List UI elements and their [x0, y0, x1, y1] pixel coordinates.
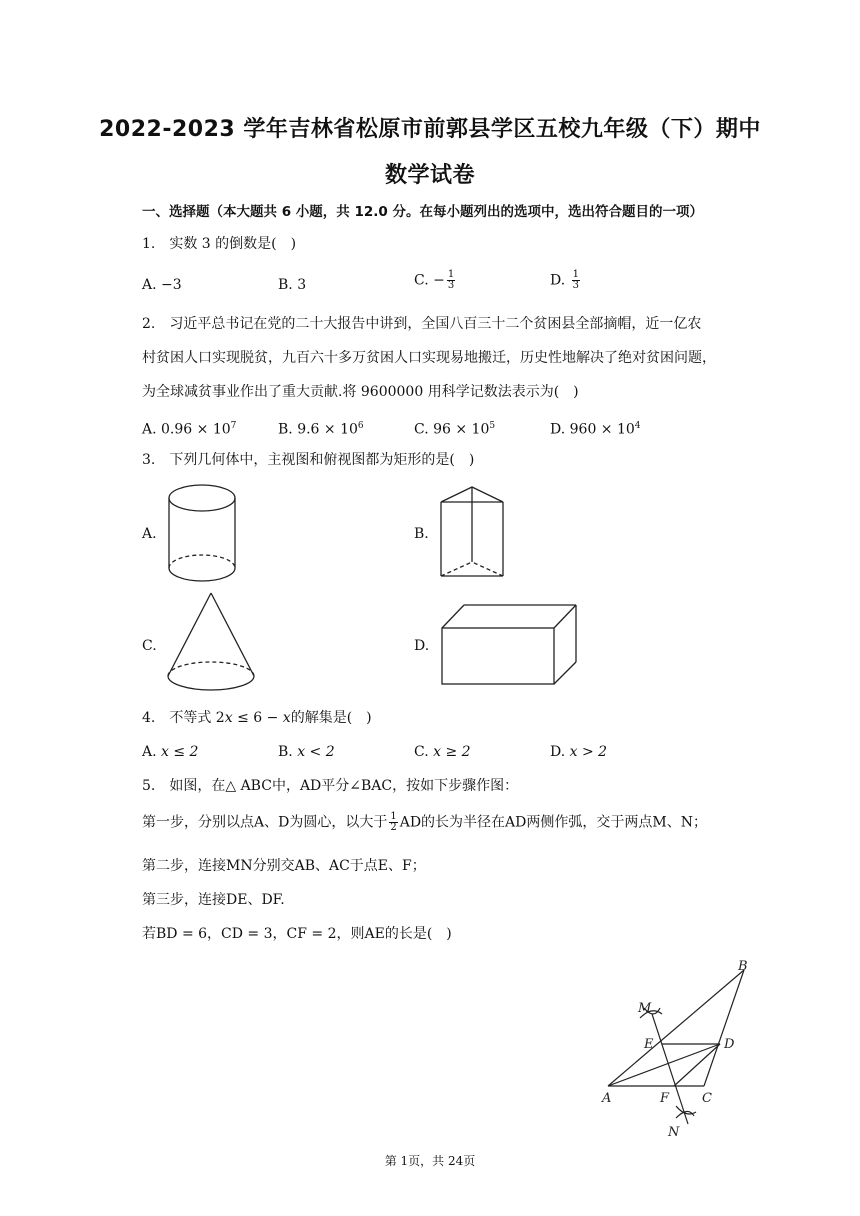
q2-option-d-exponent: 4 — [634, 421, 641, 431]
point-label-n: N — [668, 1125, 680, 1140]
q3-option-c-label: C. — [142, 638, 157, 654]
q2-option-d-base: D. 960 × 10 — [550, 421, 635, 438]
q3-stem: 3. 下列几何体中，主视图和俯视图都为矩形的是( ) — [142, 452, 475, 468]
frac-denominator: 3 — [572, 280, 580, 291]
q2-option-b — [278, 416, 364, 440]
q4-option-a-expr: x ≤ 2 — [161, 744, 199, 760]
point-label-a: A — [602, 1091, 612, 1106]
q2-line2: 村贫困人口实现脱贫，九百六十多万贫困人口实现易地搬迁，历史性地解决了绝对贫困问题， — [142, 350, 716, 366]
q2-option-a-base: A. 0.96 × 10 — [142, 421, 231, 438]
q4-option-a-label: A. — [142, 744, 162, 760]
q5-step1-fraction — [389, 812, 397, 833]
point-label-m: M — [638, 1001, 652, 1016]
q1-option-b: B. 3 — [278, 277, 307, 293]
triangle-construction-figure — [596, 956, 766, 1140]
point-label-c: C — [702, 1091, 712, 1106]
q2-option-b-exponent: 6 — [357, 421, 364, 431]
q2-line3: 为全球减贫事业作出了重大贡献.将 9600000 用科学记数法表示为( ) — [142, 384, 579, 400]
rectangular-box-figure — [436, 600, 582, 690]
q1-option-c — [414, 270, 457, 291]
q2-option-a-exponent: 7 — [230, 421, 237, 431]
q1-option-a: A. −3 — [142, 277, 182, 293]
q2-option-a — [142, 416, 236, 440]
exam-title-line2: 数学试卷 — [384, 163, 475, 188]
point-label-b: B — [738, 959, 748, 974]
exam-title-line1: 2022-2023 学年吉林省松原市前郭县学区五校九年级（下）期中 — [99, 117, 761, 142]
q5-step2: 第二步，连接MN分别交AB、AC于点E、F； — [142, 858, 426, 874]
q4-option-b-label: B. — [278, 744, 298, 760]
cylinder-figure — [164, 480, 244, 586]
q4-stem-prefix: 4. 不等式 2 — [142, 710, 225, 726]
cone-figure — [164, 590, 260, 700]
q5-condition: 若BD = 6，CD = 3，CF = 2，则AE的长是( ) — [142, 926, 452, 942]
q5-step1-suffix: AD的长为半径在AD两侧作弧，交于两点M、N； — [399, 814, 707, 831]
q4-stem-x2: x — [282, 710, 291, 726]
q2-option-c — [414, 416, 495, 440]
section-header: 一、选择题（本大题共 6 小题，共 12.0 分。在每小题列出的选项中，选出符合题目的一项） — [142, 204, 704, 220]
frac-numerator: 1 — [390, 811, 397, 822]
q5-step1-prefix: 第一步，分别以点A、D为圆心，以大于 — [142, 814, 388, 831]
q4-option-c-label: C. — [414, 744, 434, 760]
frac-denominator: 2 — [390, 822, 397, 833]
q4-stem-x1: x — [224, 710, 233, 726]
q1-stem: 1. 实数 3 的倒数是( ) — [142, 236, 297, 252]
point-label-e: E — [644, 1037, 654, 1052]
q4-stem — [142, 708, 372, 728]
q3-option-b-label: B. — [414, 526, 429, 542]
frac-numerator: 1 — [447, 269, 455, 280]
q4-stem-suffix: 的解集是( ) — [290, 710, 372, 726]
q1-option-d-fraction — [572, 270, 580, 291]
q4-option-c-expr: x ≥ 2 — [433, 744, 471, 760]
q2-option-d — [550, 416, 641, 440]
q4-option-d-expr: x > 2 — [569, 744, 608, 760]
q4-option-b-expr: x < 2 — [297, 744, 335, 760]
q1-option-d-prefix: D. — [550, 272, 570, 289]
q4-option-a — [142, 742, 198, 762]
q5-stem: 5. 如图，在△ ABC中，AD平分∠BAC，按如下步骤作图： — [142, 778, 519, 794]
point-label-d: D — [724, 1037, 735, 1052]
q1-option-c-fraction — [447, 270, 455, 291]
frac-denominator: 3 — [447, 280, 455, 291]
page-footer: 第 1页，共 24页 — [384, 1154, 476, 1168]
q5-step1 — [142, 812, 707, 833]
q4-option-b — [278, 742, 335, 762]
q1-option-c-prefix: C. − — [414, 272, 445, 289]
q3-option-d-label: D. — [414, 638, 430, 654]
q2-line1: 2. 习近平总书记在党的二十大报告中讲到，全国八百三十二个贫困县全部摘帽，近一亿农 — [142, 316, 702, 332]
point-label-f: F — [660, 1091, 670, 1106]
q4-stem-mid: ≤ 6 − — [232, 710, 283, 726]
q2-option-c-exponent: 5 — [489, 421, 496, 431]
frac-numerator: 1 — [572, 269, 580, 280]
q4-option-d — [550, 742, 607, 762]
q4-option-d-label: D. — [550, 744, 570, 760]
triangular-prism-figure — [436, 484, 508, 584]
q5-step3: 第三步，连接DE、DF. — [142, 892, 285, 908]
q2-option-b-base: B. 9.6 × 10 — [278, 421, 358, 438]
q3-option-a-label: A. — [142, 526, 157, 542]
q2-option-c-base: C. 96 × 10 — [414, 421, 490, 438]
q1-option-d — [550, 270, 582, 291]
q4-option-c — [414, 742, 471, 762]
